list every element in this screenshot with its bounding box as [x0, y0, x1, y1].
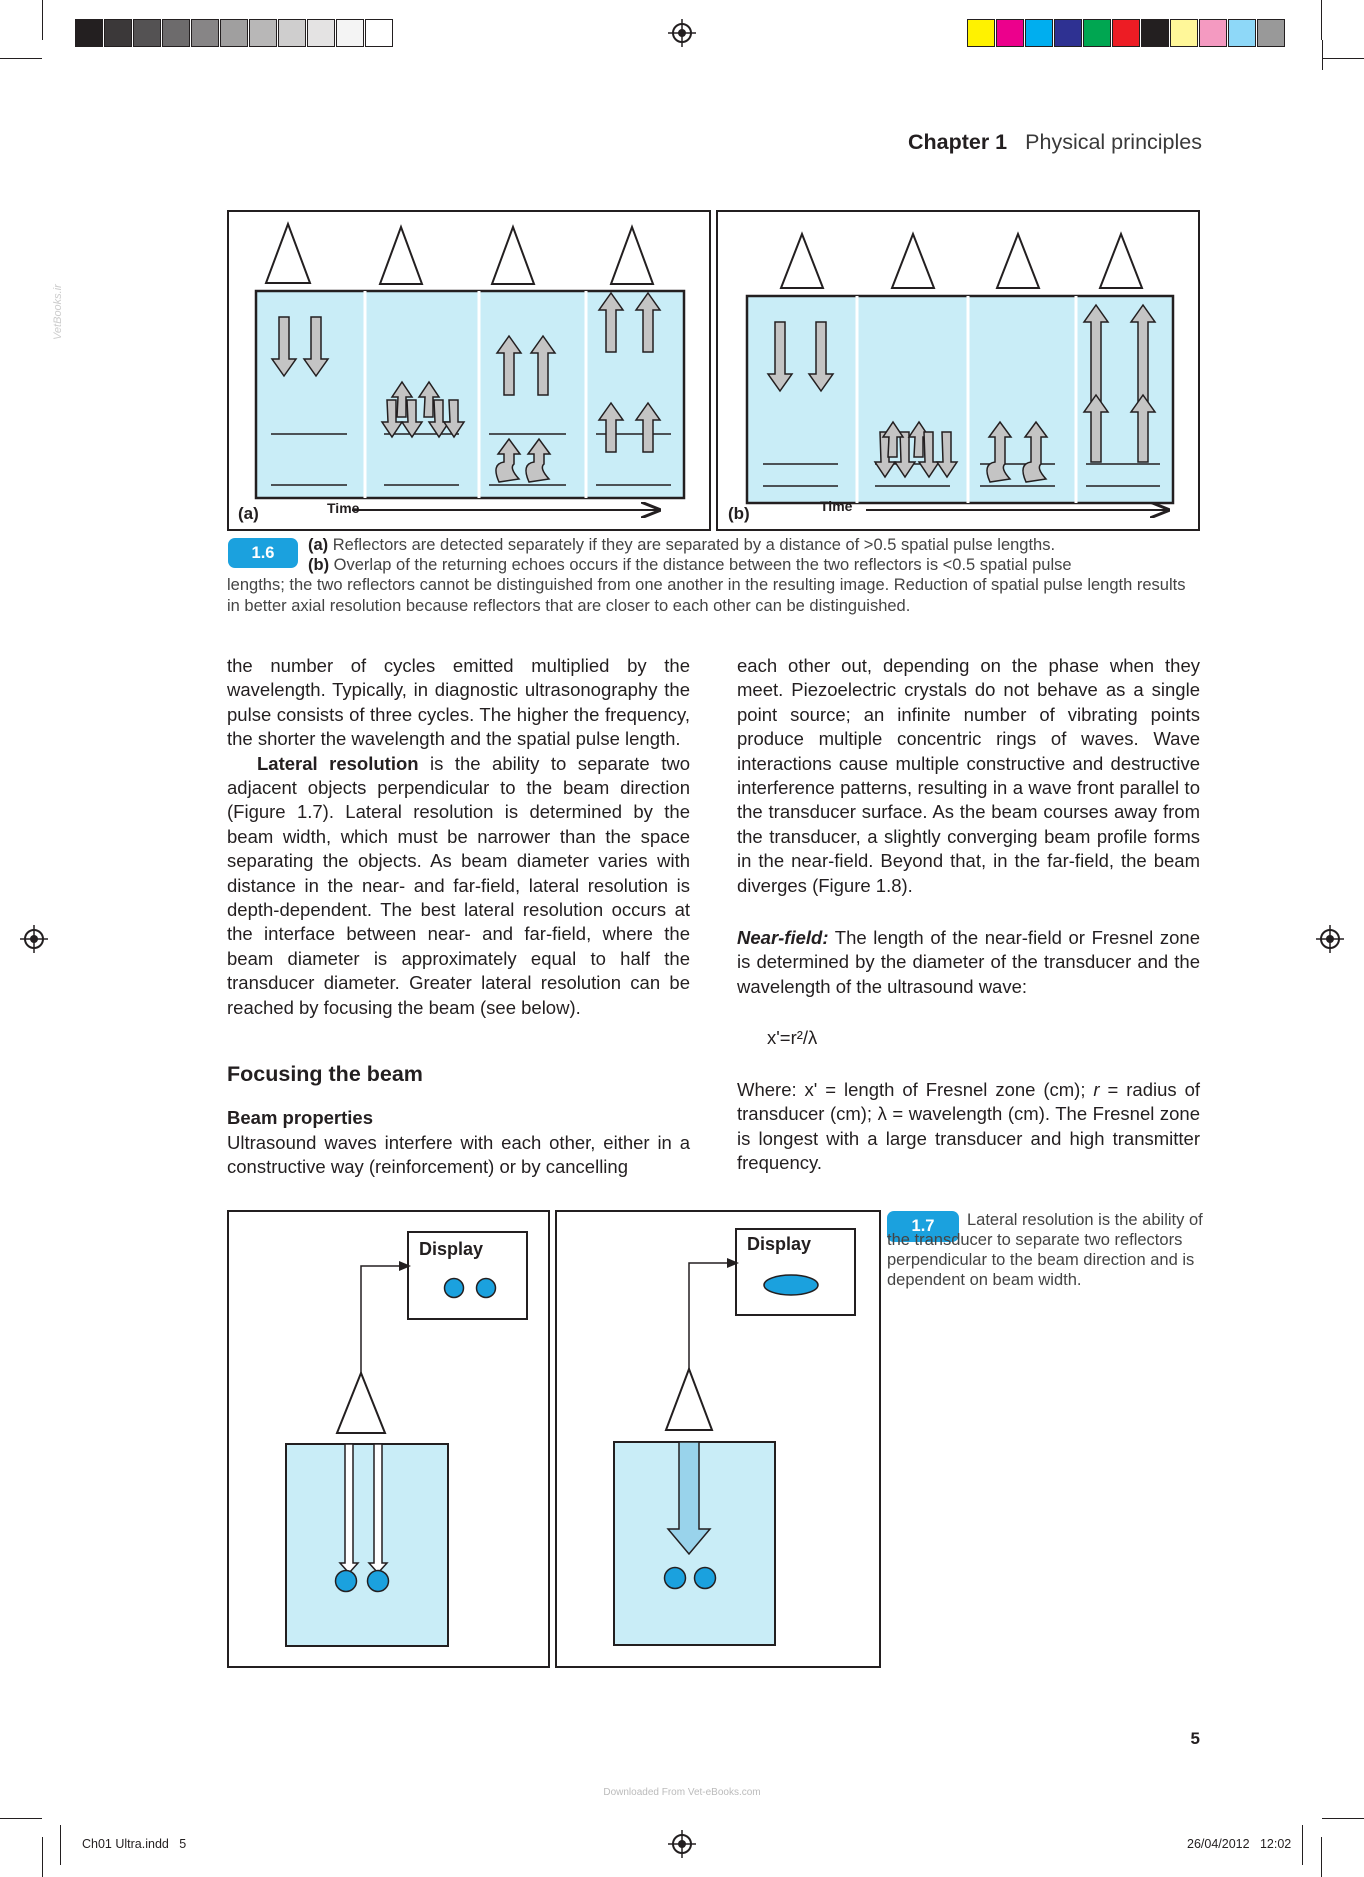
formula: x'=r²/λ — [767, 1027, 818, 1048]
chapter-label: Chapter 1 — [907, 130, 1008, 154]
running-header — [908, 130, 1202, 155]
page-number: 5 — [1190, 1729, 1200, 1748]
time-label: Time — [820, 498, 853, 514]
caption-text: Reflectors are detected separately if they are separated by a distance of >0.5 spatial pulse lengths. — [328, 536, 1056, 554]
color-swatch — [1112, 19, 1140, 47]
gray-swatch — [249, 19, 277, 47]
paragraph — [227, 752, 690, 1020]
gray-swatch — [162, 19, 190, 47]
color-swatch — [996, 19, 1024, 47]
gray-swatch — [220, 19, 248, 47]
variable: r — [1093, 1079, 1100, 1100]
registration-mark-icon — [668, 1830, 696, 1858]
gray-swatch — [336, 19, 364, 47]
figure-1-6-panel-b — [716, 210, 1200, 531]
transducer-icon — [1100, 234, 1142, 288]
figure-1-7-panel-right — [555, 1210, 881, 1668]
transducer-icon — [337, 1373, 385, 1433]
side-watermark: VetBooks.ir — [52, 284, 64, 340]
figure-1-6-caption-b — [308, 555, 1208, 576]
color-swatch — [1199, 19, 1227, 47]
term: Near-field: — [737, 927, 829, 948]
color-swatch — [1054, 19, 1082, 47]
figure-number-badge: 1.7 — [887, 1211, 959, 1242]
where-paragraph — [737, 1078, 1200, 1176]
transducer-icon — [997, 234, 1039, 288]
color-swatch — [1141, 19, 1169, 47]
figure-1-6-panel-a — [227, 210, 711, 531]
figure-1-7-caption: Lateral resolution is the ability of the transducer to separate two reflectors perpendicular to the beam direction and is dependent on beam width. — [887, 1211, 1203, 1289]
paragraph-text: = radius of transducer (cm); λ = wavelength (cm). The Fresnel zone is longest with a large transducer and high transmitter frequency. — [737, 1079, 1201, 1174]
figure-1-7-panel-left — [227, 1210, 550, 1668]
figure-1-6-caption-rest: lengths; the two reflectors cannot be distinguished from one another in the resulting image. Reduction of spatial pulse length results in better axial resolution because reflectors that are closer to each other can be distinguished. — [227, 576, 1186, 615]
color-swatch — [1025, 19, 1053, 47]
transducer-icon — [666, 1369, 712, 1430]
panel-label: (b) — [728, 504, 750, 523]
panel-label: (a) — [238, 504, 259, 523]
paragraph-text: is the ability to separate two adjacent objects perpendicular to the beam direction (Figure 1.7). Lateral resolution is determined by the beam width, which must be narrower than the space separating the objects. As beam diameter varies with distance in the near- and far-field, lateral resolution is depth-dependent. The best lateral resolution occurs at the interface between near- and far-field, where the beam diameter is approximately equal to half the transducer diameter. Greater lateral resolution can be reached by focusing the beam (see below). — [227, 752, 690, 1018]
color-swatch — [1257, 19, 1285, 47]
transducer-icon — [266, 224, 310, 283]
registration-mark-icon — [20, 925, 48, 953]
caption-tag: (a) — [308, 536, 329, 554]
section-heading: Focusing the beam — [227, 1062, 423, 1086]
display-label: Display — [747, 1234, 812, 1254]
registration-mark-icon — [1316, 925, 1344, 953]
transducer-icon — [892, 234, 934, 288]
caption-tag: (b) — [308, 556, 330, 574]
transducer-icon — [380, 227, 422, 284]
paragraph: each other out, depending on the phase when they meet. Piezoelectric crystals do not behave as a single point source; an infinite number of vibrating points produce multiple concentric rings of waves. Wave interactions cause multiple constructive and destructive interference patterns, resulting in a wave front parallel to the transducer surface. As the beam courses away from the transducer, a slightly converging beam profile forms in the near-field. Beyond that, in the far-field, the beam diverges (Figure 1.8). — [737, 655, 1200, 896]
transducer-icon — [492, 227, 534, 284]
gray-swatch — [75, 19, 103, 47]
gray-swatch — [307, 19, 335, 47]
near-field-paragraph — [737, 926, 1200, 999]
gray-swatch — [365, 19, 393, 47]
gray-swatch — [104, 19, 132, 47]
gray-swatch — [278, 19, 306, 47]
paragraph: Ultrasound waves interfere with each other, either in a constructive way (reinforcement) or by cancelling — [227, 1132, 690, 1178]
download-note: Downloaded From Vet-eBooks.com — [603, 1787, 761, 1798]
display-label: Display — [419, 1239, 484, 1259]
time-label: Time — [327, 500, 360, 516]
transducer-icon — [781, 234, 823, 288]
paragraph: the number of cycles emitted multiplied by the wavelength. Typically, in diagnostic ultrasonography the pulse consists of three cycles. The higher the frequency, the shorter the wavelength and the spatial pulse length. — [227, 655, 690, 750]
transducer-icon — [611, 227, 653, 284]
paragraph-text: The length of the near-field or Fresnel zone is determined by the diameter of the transducer and the wavelength of the ultrasound wave: — [737, 927, 1200, 997]
figure-number-badge: 1.6 — [228, 538, 298, 568]
color-swatch — [967, 19, 995, 47]
color-swatch — [1170, 19, 1198, 47]
tissue-block — [286, 1444, 448, 1646]
color-swatch — [1083, 19, 1111, 47]
caption-text: Overlap of the returning echoes occurs if the distance between the two reflectors is <0.5 spatial pulse — [329, 556, 1072, 574]
paragraph-text: Where: x' = length of Fresnel zone (cm); — [737, 1079, 1094, 1100]
color-swatch — [1228, 19, 1256, 47]
registration-mark-icon — [668, 19, 696, 47]
figure-1-6-caption-a — [308, 535, 1208, 556]
gray-swatch — [191, 19, 219, 47]
slug-date: 26/04/2012 12:02 — [1187, 1837, 1292, 1851]
left-column — [227, 654, 690, 1020]
gray-swatch — [133, 19, 161, 47]
right-column — [737, 654, 1200, 898]
slug-file: Ch01 Ultra.indd 5 — [82, 1837, 187, 1851]
subsection-heading: Beam properties — [227, 1107, 373, 1128]
term: Lateral resolution — [257, 752, 419, 774]
chapter-title: Physical principles — [1025, 130, 1202, 154]
tissue-block — [747, 296, 1173, 503]
